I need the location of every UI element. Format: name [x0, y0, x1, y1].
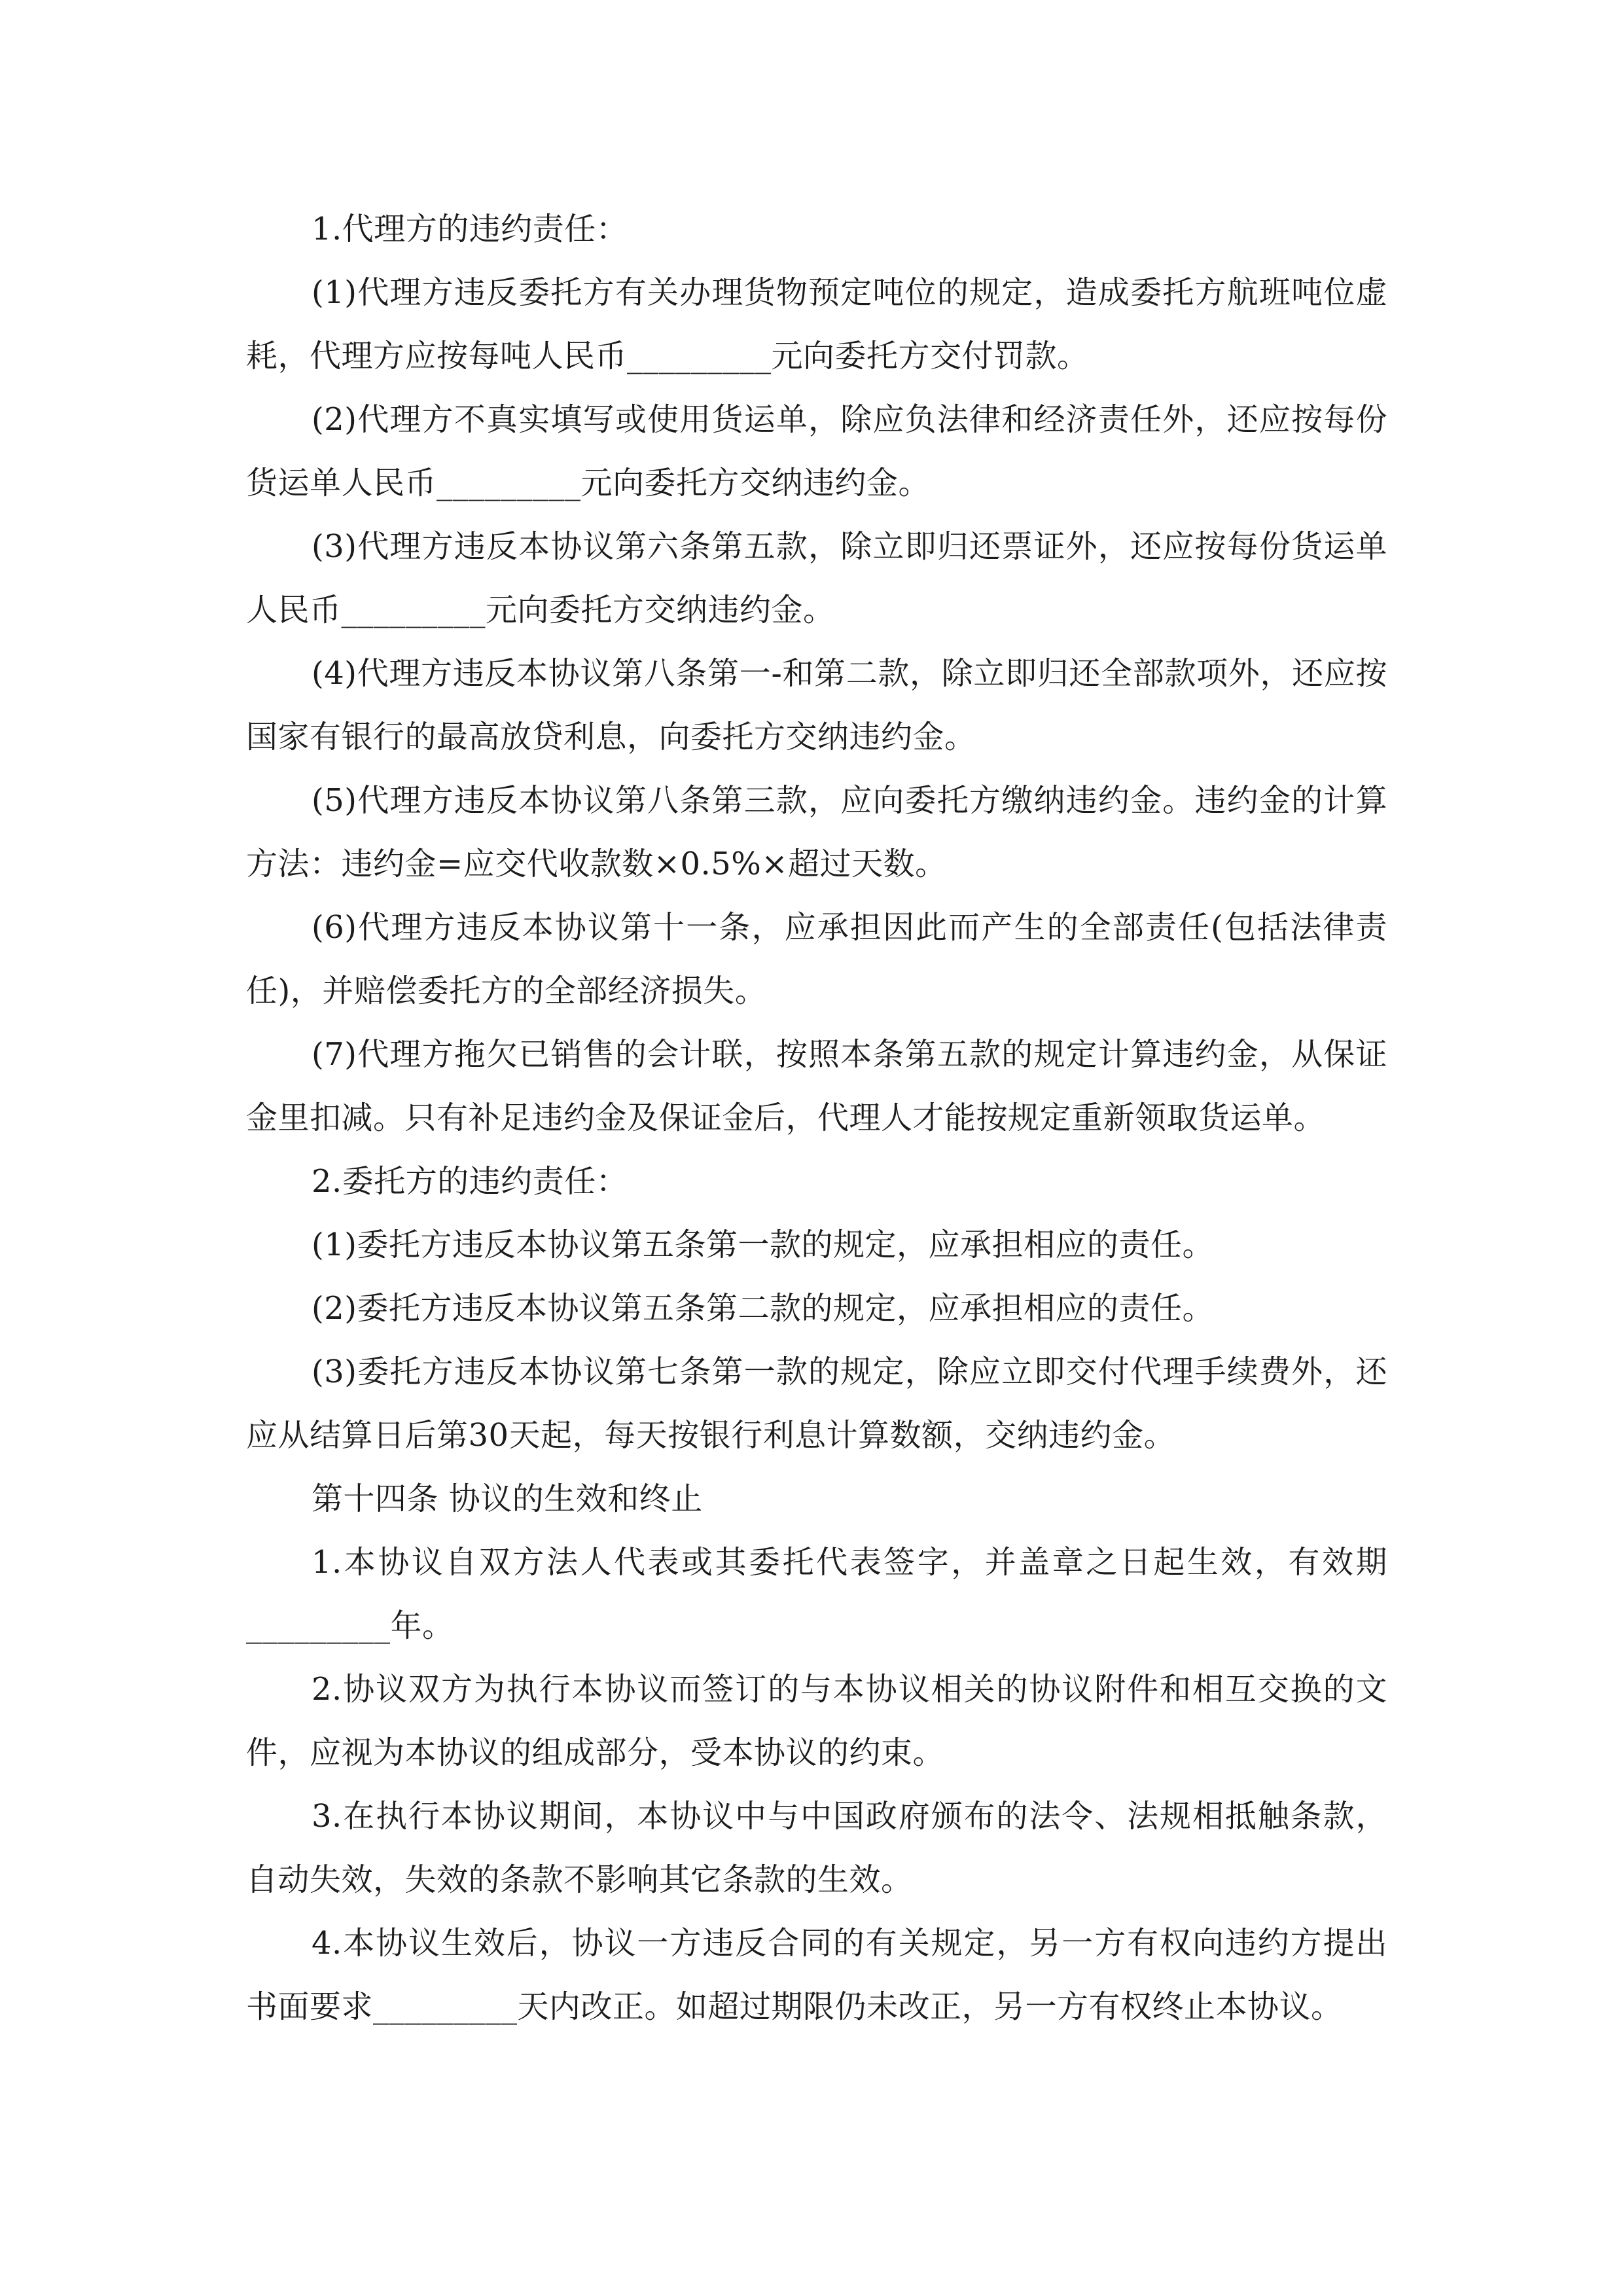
paragraph-article-14-item-4: 4.本协议生效后，协议一方违反合同的有关规定，另一方有权向违约方提出书面要求_________天内改正。如超过期限仍未改正，另一方有权终止本协议。 — [246, 1925, 1387, 2025]
paragraph-principal-liability-heading: 2.委托方的违约责任： — [312, 1163, 628, 1200]
article-14-heading: 第十四条 协议的生效和终止 — [312, 1480, 703, 1517]
paragraph-principal-clause-1: (1)委托方违反本协议第五条第一款的规定，应承担相应的责任。 — [312, 1227, 1214, 1263]
paragraph-agent-clause-3: (3)代理方违反本协议第六条第五款，除立即归还票证外，还应按每份货运单人民币_________元向委托方交纳违约金。 — [246, 528, 1387, 628]
paragraph-principal-clause-2: (2)委托方违反本协议第五条第二款的规定，应承担相应的责任。 — [312, 1290, 1214, 1327]
paragraph-article-14-item-3: 3.在执行本协议期间，本协议中与中国政府颁布的法令、法规相抵触条款，自动失效，失效的条款不影响其它条款的生效。 — [246, 1798, 1387, 1898]
paragraph-agent-clause-1: (1)代理方违反委托方有关办理货物预定吨位的规定，造成委托方航班吨位虚耗，代理方应按每吨人民币_________元向委托方交付罚款。 — [246, 274, 1387, 374]
paragraph-article-14-item-2: 2.协议双方为执行本协议而签订的与本协议相关的协议附件和相互交换的文件，应视为本协议的组成部分，受本协议的约束。 — [246, 1671, 1387, 1771]
paragraph-principal-clause-3: (3)委托方违反本协议第七条第一款的规定，除应立即交付代理手续费外，还应从结算日后第30天起，每天按银行利息计算数额，交纳违约金。 — [246, 1354, 1387, 1454]
paragraph-agent-clause-5: (5)代理方违反本协议第八条第三款，应向委托方缴纳违约金。违约金的计算方法：违约金=应交代收款数×0.5%×超过天数。 — [246, 782, 1387, 882]
paragraph-agent-clause-2: (2)代理方不真实填写或使用货运单，除应负法律和经济责任外，还应按每份货运单人民币_________元向委托方交纳违约金。 — [246, 401, 1387, 501]
paragraph-agent-clause-4: (4)代理方违反本协议第八条第一-和第二款，除立即归还全部款项外，还应按国家有银行的最高放贷利息，向委托方交纳违约金。 — [246, 655, 1387, 755]
paragraph-article-14-item-1: 1.本协议自双方法人代表或其委托代表签字，并盖章之日起生效，有效期_________年。 — [246, 1544, 1387, 1644]
paragraph-agent-clause-7: (7)代理方拖欠已销售的会计联，按照本条第五款的规定计算违约金，从保证金里扣减。只有补足违约金及保证金后，代理人才能按规定重新领取货运单。 — [246, 1036, 1387, 1136]
paragraph-agent-liability-heading: 1.代理方的违约责任： — [312, 211, 628, 247]
document-body — [246, 198, 1387, 2039]
paragraph-agent-clause-6: (6)代理方违反本协议第十一条，应承担因此而产生的全部责任(包括法律责任)，并赔偿委托方的全部经济损失。 — [246, 909, 1387, 1009]
